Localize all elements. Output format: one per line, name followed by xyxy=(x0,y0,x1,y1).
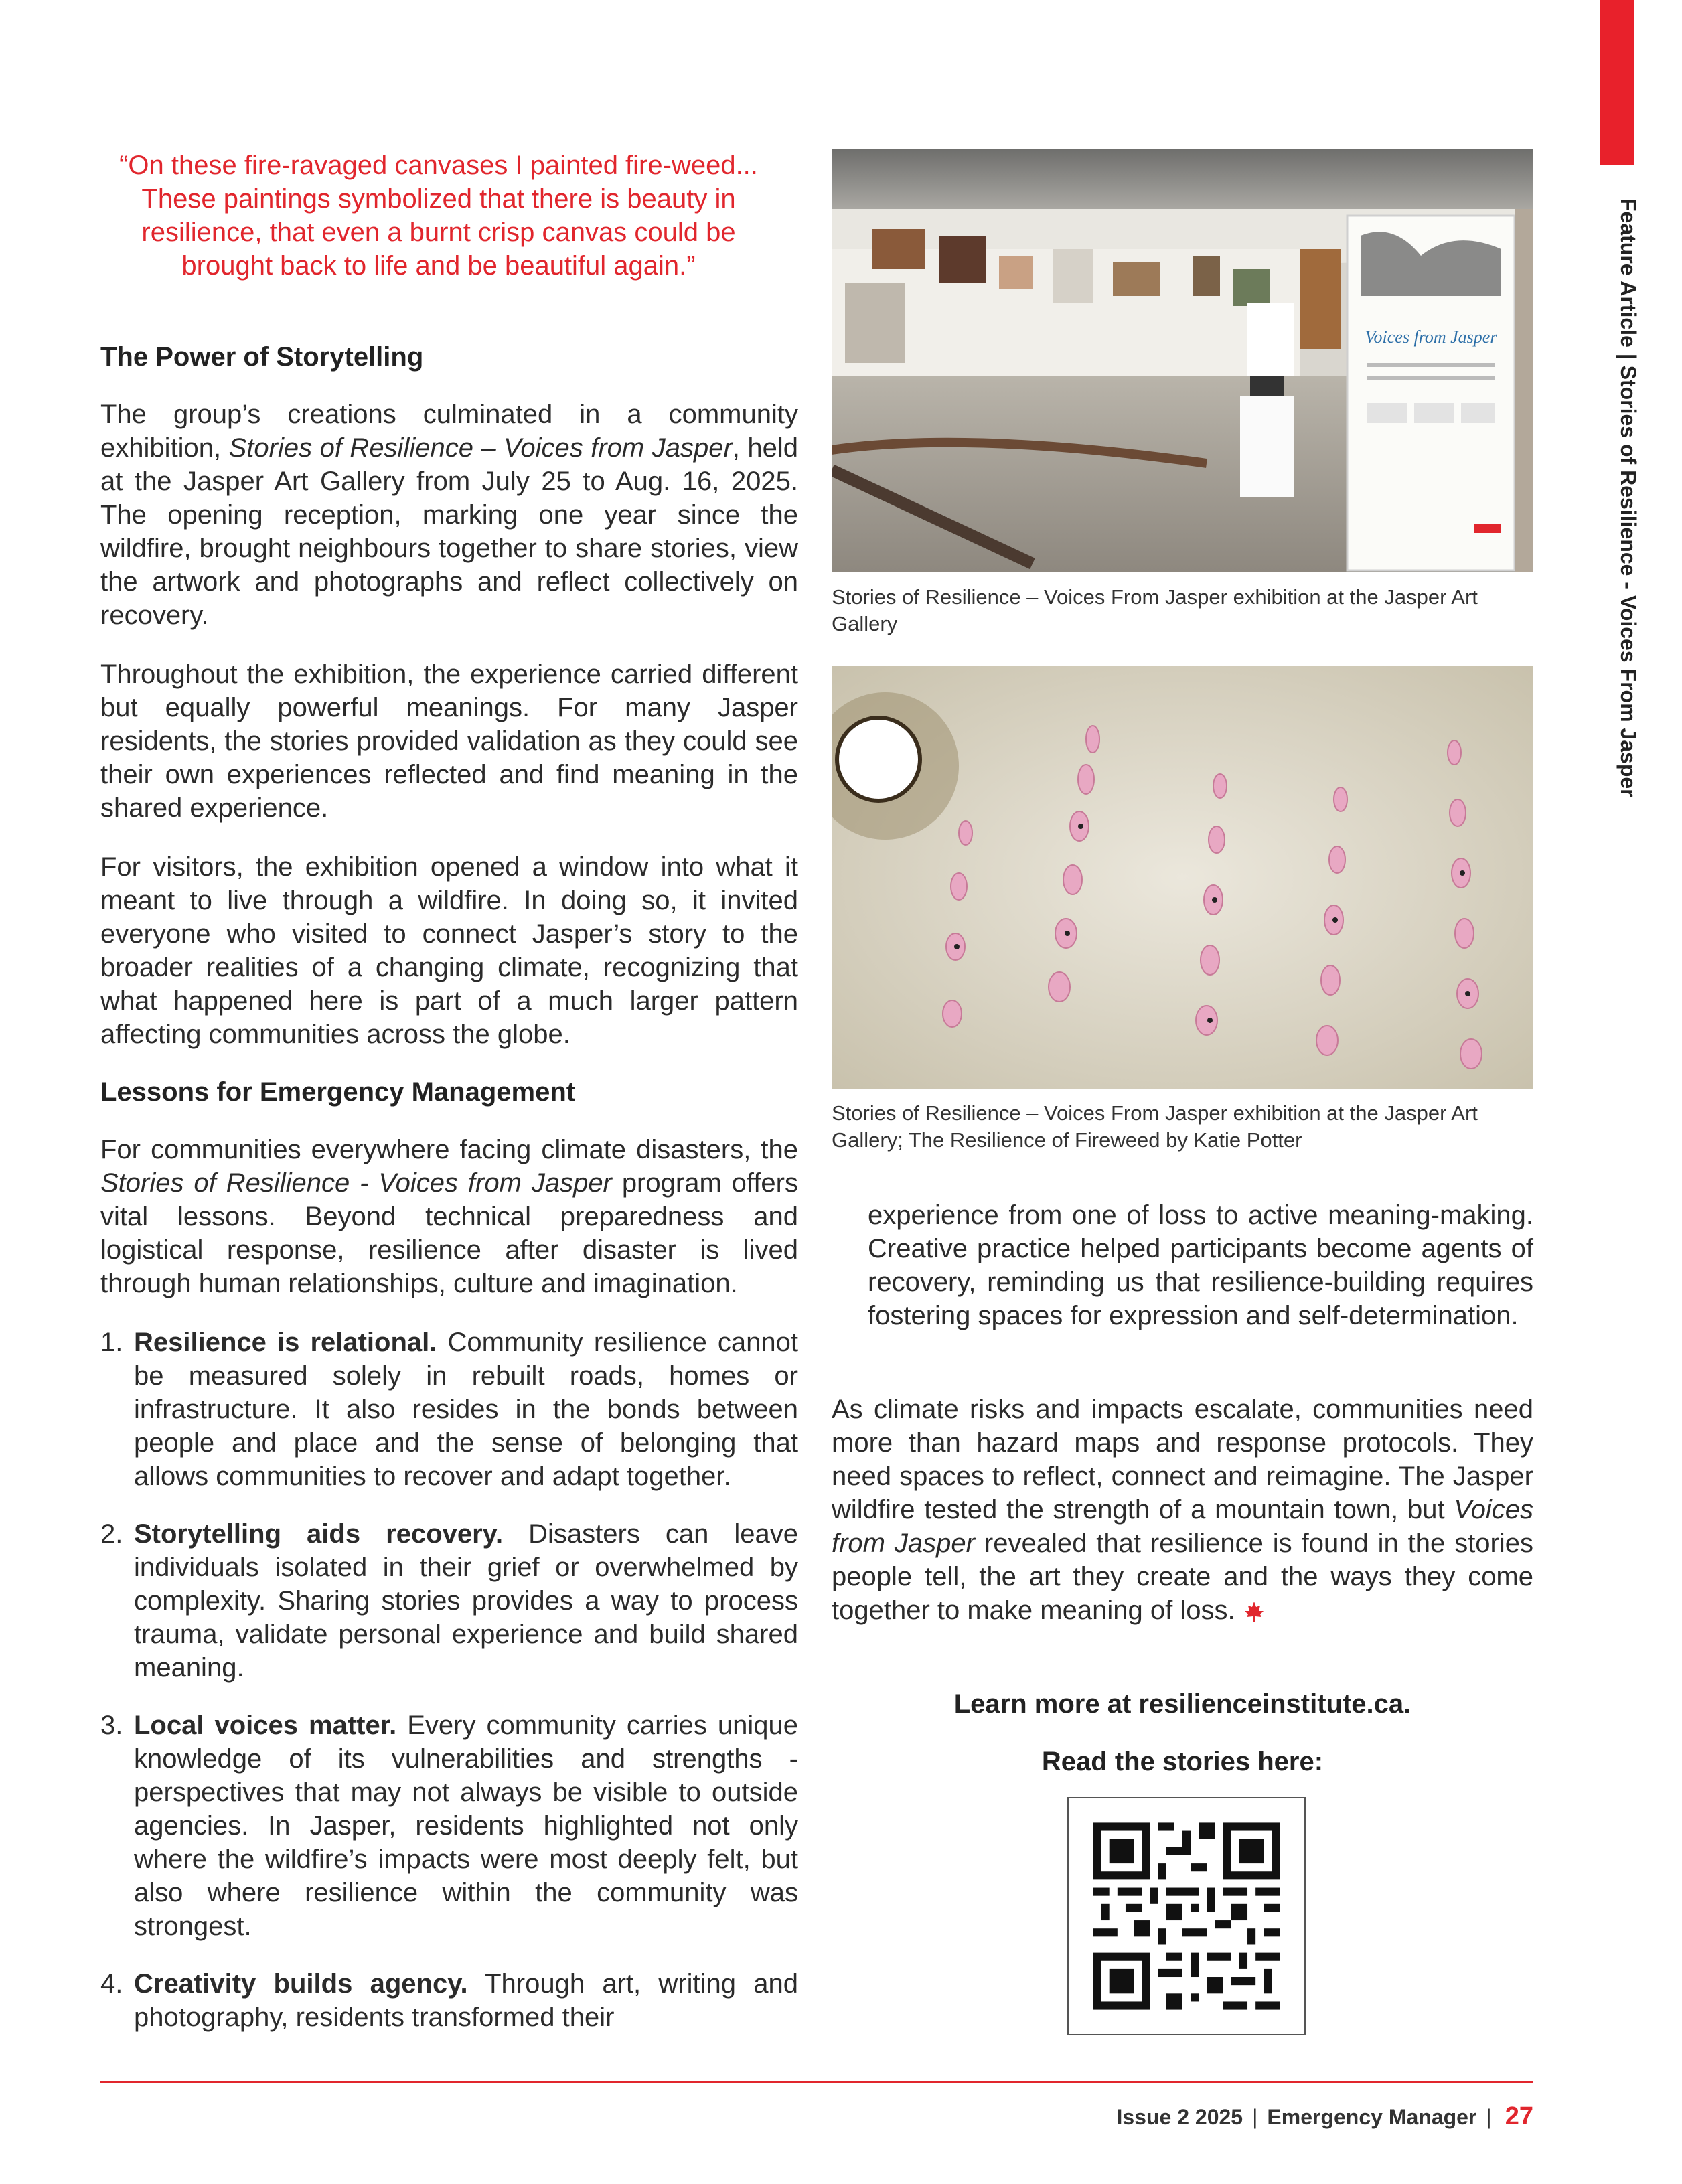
paragraph-visitors: For visitors, the exhibition opened a window into what it meant to live through a wildfire. In doing so, it invited everyone who visited to connect Jasper’s story to the broader realities of a changing climate, recognizing that what happened here is part of a much larger pattern affecting communities across the globe. xyxy=(100,852,798,1049)
fireweed-painting-photo xyxy=(832,666,1533,1089)
list-item: 3. Local voices matter. Every community carries unique knowledge of its vulnerabilities and strengths - perspectives that may not always be visible to outside agencies. In Jasper, residents highlighted not only where the wildfire’s impacts were most deeply felt, but also where resilience within the community was strongest. xyxy=(100,1711,799,1941)
footer-separator: | xyxy=(1486,2105,1492,2129)
page-number: 27 xyxy=(1505,2102,1533,2130)
paragraph-closing: As climate risks and impacts escalate, communities need more than hazard maps and response protocols. They need spaces to reflect, connect and reimagine. The Jasper wildfire tested the strength of a mountain town, but Voices from Jasper revealed that resilience is found in the stories people tell, the art they create and the ways they come together to make meaning of loss. xyxy=(832,1395,1534,1625)
paragraph-exhibition: The group’s creations culminated in a community exhibition, Stories of Resilience – Voices from Jasper, held at the Jasper Art Gallery from July 25 to Aug. 16, 2025. The opening reception, marking one year since the wildfire, brought neighbours together to share stories, view the artwork and photographs and reflect collectively on recovery. xyxy=(100,400,798,630)
left-column xyxy=(100,340,798,1300)
footer-issue: Issue 2 2025 xyxy=(1116,2105,1243,2129)
pull-quote: “On these fire-ravaged canvases I painted fire-weed... These paintings symbolized that there is beauty in resilience, that even a burnt crisp canvas could be brought back to life and be beautiful again.” xyxy=(119,151,758,281)
qr-code[interactable] xyxy=(1067,1797,1306,2035)
list-item: 1. Resilience is relational. Community resilience cannot be measured solely in rebuilt roads, homes or infrastructure. It also resides in the bonds between people and place and the sense of belonging that allows communities to recover and adapt together. xyxy=(100,1328,799,1491)
running-header: Feature Article | Stories of Resilience - Voices From Jasper xyxy=(1616,198,1640,797)
paragraph-creativity-continued: experience from one of loss to active meaning-making. Creative practice helped participants become agents of recovery, reminding us that resilience-building requires fostering spaces for expression and self-determination. xyxy=(868,1200,1533,1330)
gallery-photo-illustration xyxy=(832,149,1533,572)
banner-title: Voices from Jasper xyxy=(1365,327,1497,347)
list-item-4-continued xyxy=(868,1198,1533,1332)
paragraph-lessons-intro: For communities everywhere facing climate disasters, the Stories of Resilience - Voices from Jasper program offers vital lessons. Beyond technical preparedness and logistical response, resilience after disaster is lived through human relationships, culture and imagination. xyxy=(100,1135,798,1298)
lessons-list xyxy=(100,1326,798,2034)
heading-storytelling: The Power of Storytelling xyxy=(100,342,424,372)
cta-read-stories: Read the stories here: xyxy=(1041,1747,1324,1776)
photo-caption-fireweed: Stories of Resilience – Voices From Jasper exhibition at the Jasper Art Gallery; The Resilience of Fireweed by Katie Potter xyxy=(832,1101,1478,1152)
footer-separator: | xyxy=(1252,2105,1258,2129)
list-item: 4. Creativity builds agency. Through art, writing and photography, residents transformed their xyxy=(100,1969,798,2032)
gallery-photo xyxy=(832,149,1533,572)
page-footer xyxy=(1116,2100,1533,2134)
right-column-closing xyxy=(832,1393,1533,1627)
paragraph-meanings: Throughout the exhibition, the experience carried different but equally powerful meanings. For many Jasper residents, the stories provided validation as they could see their own experiences reflected and find meaning in the shared experience. xyxy=(100,659,798,823)
footer-rule xyxy=(100,2081,1533,2083)
maple-leaf-icon xyxy=(1243,1595,1266,1625)
fireweed-painting-illustration xyxy=(832,666,1533,1089)
photo-caption-gallery: Stories of Resilience – Voices From Jasper exhibition at the Jasper Art Gallery xyxy=(832,585,1478,635)
qr-code-icon xyxy=(1069,1798,1304,2034)
red-tab-marker xyxy=(1600,0,1634,165)
heading-lessons: Lessons for Emergency Management xyxy=(100,1077,576,1107)
cta-learn-more[interactable]: Learn more at resilienceinstitute.ca. xyxy=(953,1689,1411,1719)
footer-publication: Emergency Manager xyxy=(1267,2105,1477,2129)
list-item: 2. Storytelling aids recovery. Disasters can leave individuals isolated in their grief or overwhelmed by complexity. Sharing stories provides a way to process trauma, validate personal experience and build shared meaning. xyxy=(100,1519,798,1683)
